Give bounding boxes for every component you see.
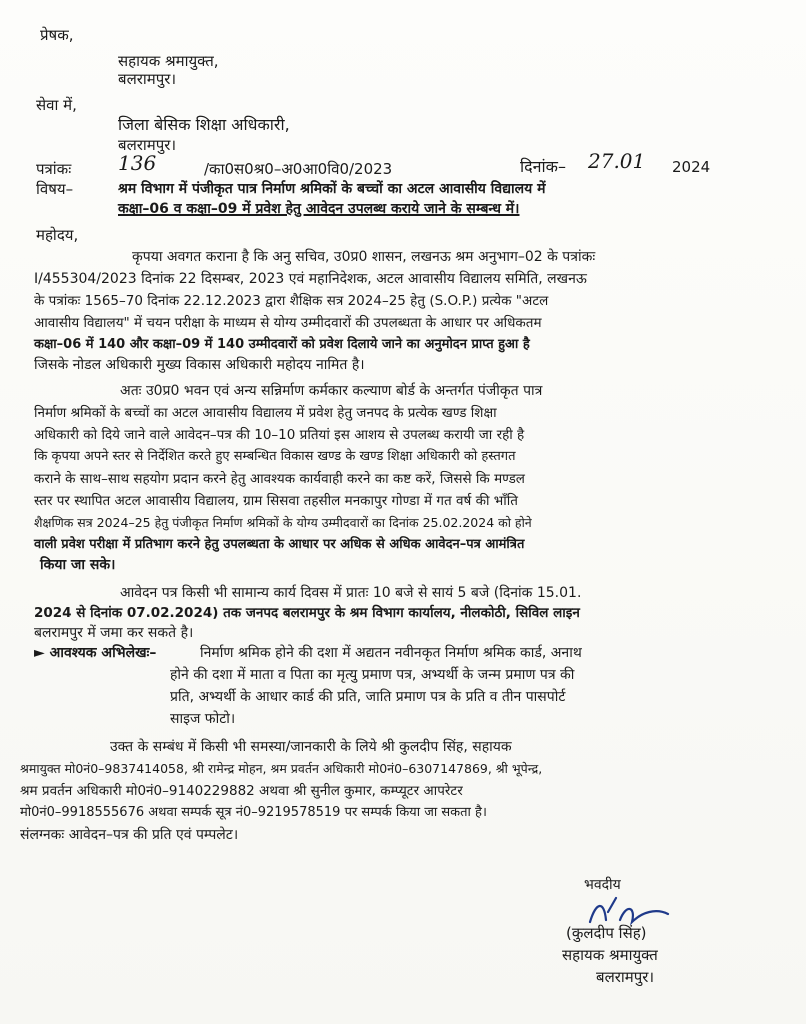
- signatory-name: (कुलदीप सिंह): [566, 924, 647, 942]
- subject-line-2: कक्षा–06 व कक्षा–09 में प्रवेश हेतु आवेदन उपलब्ध कराये जाने के सम्बन्ध में।: [118, 201, 520, 217]
- p2-line: स्तर पर स्थापित अटल आवासीय विद्यालय, ग्राम सिसवा तहसील मनकापुर गोण्डा में गत वर्ष की भाँति: [34, 493, 518, 509]
- p1-line: I/455304/2023 दिनांक 22 दिसम्बर, 2023 एवं महानिदेशक, अटल आवासीय विद्यालय समिति, लखनऊ: [34, 271, 587, 287]
- p2-line: कि कृपया अपने स्तर से निर्देशित करते हुए सम्बन्धित विकास खण्ड के खण्ड शिक्षा अधिकारी को हस्तगत: [34, 449, 516, 464]
- p1-line: आवासीय विद्यालय" में चयन परीक्षा के माध्यम से योग्य उम्मीदवारों की उपलब्धता के आधार पर अधिकतम: [34, 315, 542, 331]
- enclosure: संलग्नकः आवेदन–पत्र की प्रति एवं पम्पलेट।: [20, 827, 239, 843]
- ref-number-handwritten: 136: [118, 151, 157, 175]
- p2-line: कराने के साथ–साथ सहयोग प्रदान करने हेतु आवश्यक कार्यवाही करने का कष्ट करें, जिससे कि मण्डल: [34, 471, 525, 487]
- docs-line: प्रति, अभ्यर्थी के आधार कार्ड की प्रति, जाति प्रमाण पत्र के प्रति व तीन पासपोर्ट: [170, 689, 566, 705]
- closing: भवदीय: [584, 877, 621, 893]
- p2-line: अतः उ0प्र0 भवन एवं अन्य सन्निर्माण कर्मकार कल्याण बोर्ड के अन्तर्गत पंजीकृत पात्र: [120, 383, 543, 399]
- docs-line: होने की दशा में माता व पिता का मृत्यु प्रमाण पत्र, अभ्यर्थी के जन्म प्रमाण पत्र की: [170, 667, 575, 683]
- p2-line: शैक्षणिक सत्र 2024–25 हेतु पंजीकृत निर्माण श्रमिकों के योग्य उम्मीदवारों का दिनांक 25.02.2024 को होने: [34, 515, 532, 530]
- ref-code: /का0स0श्र0–अ0आ0वि0/2023: [204, 160, 393, 178]
- p1-line: कृपया अवगत कराना है कि अनु सचिव, उ0प्र0 शासन, लखनऊ श्रम अनुभाग–02 के पत्रांकः: [132, 249, 596, 265]
- date-handwritten: 27.01: [588, 149, 646, 173]
- p1-line: के पत्रांकः 1565–70 दिनांक 22.12.2023 द्वारा शैक्षिक सत्र 2024–25 हेतु (S.O.P.) प्रत्येक "अटल: [34, 293, 549, 309]
- salutation: महोदय,: [36, 226, 79, 244]
- to-title: जिला बेसिक शिक्षा अधिकारी,: [118, 115, 290, 134]
- ref-label: पत्रांकः: [36, 160, 72, 178]
- p4-line: उक्त के सम्बंध में किसी भी समस्या/जानकारी के लिये श्री कुलदीप सिंह, सहायक: [110, 739, 512, 755]
- sender-place: बलरामपुर।: [118, 70, 177, 88]
- sender-label: प्रेषक,: [40, 26, 74, 44]
- sender-title: सहायक श्रमायुक्त,: [118, 52, 219, 70]
- signatory-place: बलरामपुर।: [596, 968, 655, 986]
- p3-line: 2024 से दिनांक 07.02.2024) तक जनपद बलरामपुर के श्रम विभाग कार्यालय, नीलकोठी, सिविल लाइन: [34, 605, 580, 621]
- p2-line: अधिकारी को दिये जाने वाले आवेदन–पत्र की 10–10 प्रतियां इस आशय से उपलब्ध करायी जा रही है: [34, 427, 525, 443]
- docs-line: साइज फोटो।: [170, 711, 236, 727]
- p3-line: बलरामपुर में जमा कर सकते है।: [34, 625, 194, 641]
- docs-line: निर्माण श्रमिक होने की दशा में अद्यतन नवीनकृत निर्माण श्रमिक कार्ड, अनाथ: [200, 645, 582, 661]
- p3-line: आवेदन पत्र किसी भी सामान्य कार्य दिवस में प्रातः 10 बजे से सायं 5 बजे (दिनांक 15.01.: [120, 585, 582, 601]
- docs-label: [34, 644, 156, 662]
- p4-line: श्रमायुक्त मो0नं0–9837414058, श्री रामेन्द्र मोहन, श्रम प्रवर्तन अधिकारी मो0नं0–6307147869, श्री भूपेन्द्र,: [20, 761, 543, 776]
- subject-line-1: श्रम विभाग में पंजीकृत पात्र निर्माण श्रमिकों के बच्चों का अटल आवासीय विद्यालय में: [118, 181, 546, 197]
- date-label: दिनांक–: [520, 157, 566, 176]
- bullet-icon: ►: [34, 645, 50, 661]
- p4-line: श्रम प्रवर्तन अधिकारी मो0नं0–9140229882 अथवा श्री सुनील कुमार, कम्प्यूटर आपरेटर: [20, 783, 463, 799]
- p1-line: जिसके नोडल अधिकारी मुख्य विकास अधिकारी महोदय नामित है।: [34, 357, 365, 373]
- p2-line: किया जा सके।: [40, 557, 116, 573]
- signatory-title: सहायक श्रमायुक्त: [562, 946, 658, 964]
- p2-line: वाली प्रवेश परीक्षा में प्रतिभाग करने हेतु उपलब्धता के आधार पर अधिक से अधिक आवेदन–पत्र आमंत्रित: [34, 537, 525, 552]
- docs-label-text: आवश्यक अभिलेखः–: [49, 645, 157, 661]
- p4-line: मो0नं0–9918555676 अथवा सम्पर्क सूत्र नं0–9219578519 पर सम्पर्क किया जा सकता है।: [20, 805, 487, 820]
- p2-line: निर्माण श्रमिकों के बच्चों का अटल आवासीय विद्यालय में प्रवेश हेतु जनपद के प्रत्येक खण्ड शिक्षा: [34, 405, 497, 421]
- date-year: 2024: [672, 158, 711, 176]
- to-label: सेवा में,: [36, 96, 77, 114]
- subject-label: विषय–: [36, 180, 74, 198]
- to-place: बलरामपुर।: [118, 136, 177, 154]
- p1-line: कक्षा–06 में 140 और कक्षा–09 में 140 उम्मीदवारों को प्रवेश दिलाये जाने का अनुमोदन प्राप्त हुआ है: [34, 337, 530, 352]
